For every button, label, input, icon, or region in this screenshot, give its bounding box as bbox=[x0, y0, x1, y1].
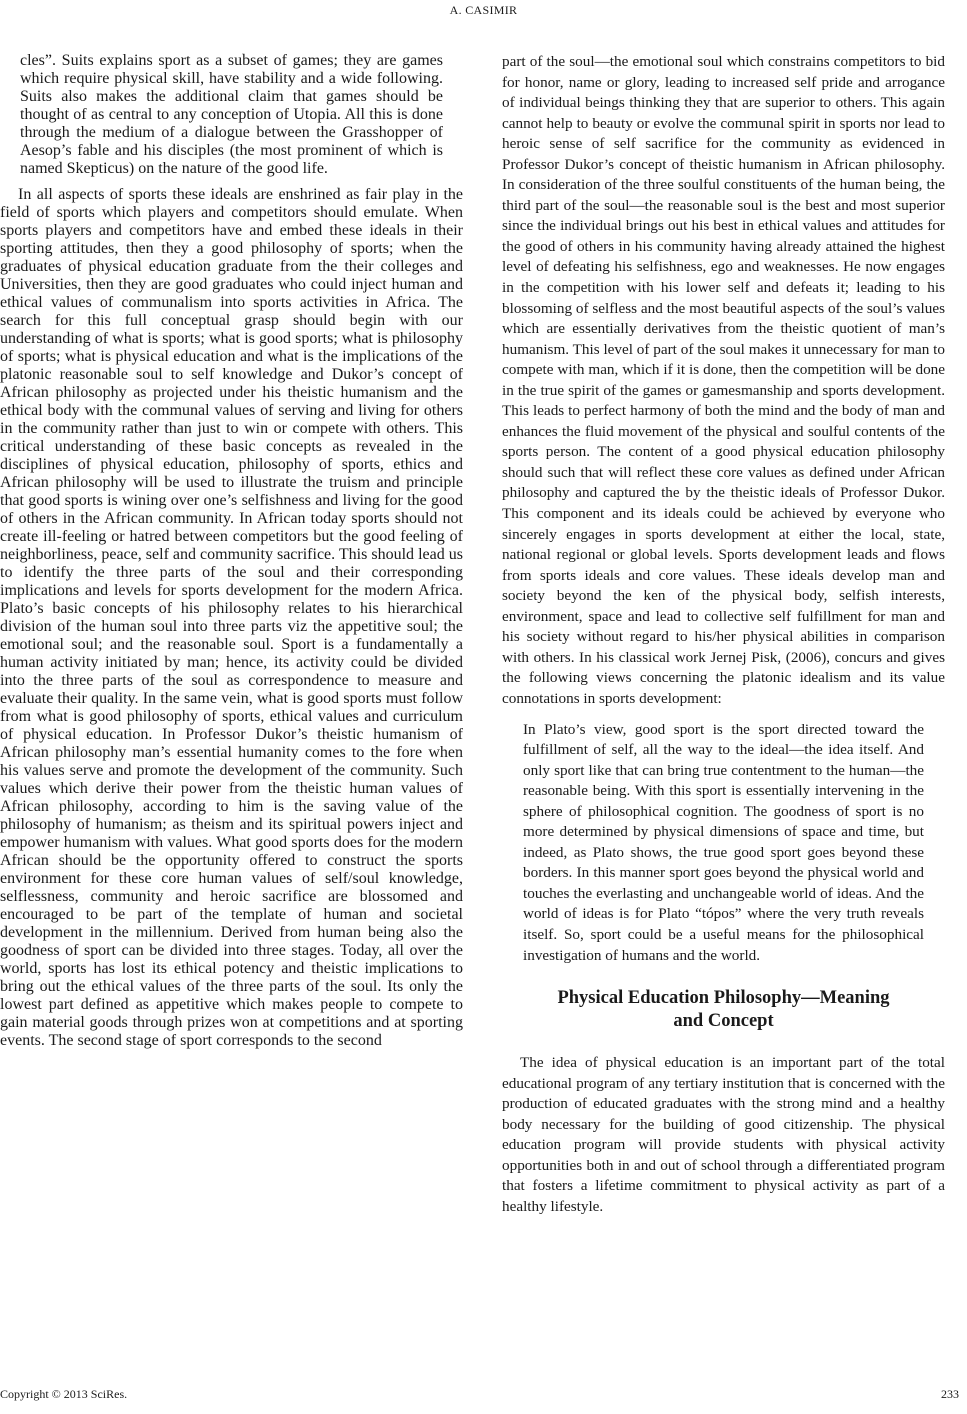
section-heading bbox=[502, 987, 945, 1033]
copyright-notice: Copyright © 2013 SciRes. bbox=[0, 1387, 128, 1401]
section-heading-line1: Physical Education Philosophy—Meaning bbox=[557, 988, 890, 1009]
section-paragraph: The idea of physical education is an important part of the total educational program of any tertiary institution that is concerned with the production of educated graduates with the strong mind and a healthy body necessary for the building of good citizenship. The physical education program will provide students with physical activity opportunities both in and out of school through a differentiated program that fosters a lifetime commitment to physical activity as part of a healthy lifestyle. bbox=[502, 1054, 945, 1215]
right-column bbox=[502, 52, 945, 1217]
page-number: 233 bbox=[941, 1387, 959, 1401]
section-heading-line2: and Concept bbox=[673, 1011, 774, 1032]
running-header: A. CASIMIR bbox=[449, 3, 518, 17]
body-paragraph-left: In all aspects of sports these ideals are enshrined as fair play in the field of sports which players and competitors should emulate. When sports players and competitors have and embed these ideals in their sporting attitudes, then they a good philosophy of sports; when the graduates of physical education graduate from the their colleges and Universities, then they are good graduates who could inject human and ethical values of communalism into sports activities in Africa. The search for this full conceptual grasp should begin with our understanding of what is sports; what is good sports; what is philosophy of sports; what is physical education and what is the implications of the platonic reasonable soul to self knowledge and Dukor’s concept of African philosophy as projected under his theistic humanism and the ethical body with the communal values of serving and living for others in the community rather than just to win or compete with others. This critical understanding of these basic concepts as revealed in the disciplines of physical education, philosophy of sports, ethics and African philosophy will be used to illustrate the truism and principle that good sports is wining over one’s selfishness and living for the good of others in the African community. In African today sports should not create ill-feeling or hatred between competitors but the good feeling of neighborliness, peace, self and community sacrifice. This should lead us to identify the three parts of the soul and their corresponding implications and levels for sports development for the modern Africa. Plato’s basic concepts of his philosophy relates to his hierarchical division of the human soul into three parts viz the appetitive soul; the emotional soul; and the reasonable soul. Sport is a fundamentally a human activity initiated by man; hence, its activity could be divided into the three parts of the soul as correspondence to measure and evaluate their quality. In the same vein, what is good sports must follow from what is good philosophy of sports, ethical values and curriculum of physical education. In Professor Dukor’s theistic humanism of African philosophy man’s essential humanity comes to the fore when his values serve and promote the development of the community. Such values which derive their power from the theistic human values of African philosophy, according to him is the saving value of the philosophy of humanism; as theism and its spiritual powers inject and empower humanism with values. What good sports does for the modern African should be the opportunity offered to construct the sports environment for these core human values of self/soul knowledge, selflessness, community and heroic sacrifice are blossomed and encouraged to be part of the template of human and societal development in the millennium. Derived from human being also the goodness of sport can be divided into three stages. Today, all over the world, sports has lost its ethical potency and theistic implications to bring out the ethical values of the three parts of the soul. Its only the lowest part defined as appetitive which makes people to compete to gain material goods through prizes won at competitions and at sporting events. The second stage of sport corresponds to the second bbox=[0, 186, 463, 1049]
block-quote-pisk: In Plato’s view, good sport is the sport directed toward the fulfillment of self, all the way to the ideal—the idea itself. And only sport like that can bring true contentment to the human—the reasonable being. With this sport is essentially intervening in the sphere of philosophical cognition. The goodness of sport is no more determined by physical dimensions of space and time, but indeed, as Plato shows, the true good sport goes beyond these borders. In this manner sport goes beyond the physical world and touches the everlasting and unchangeable world of ideas. And the world of ideas is for Plato “tópos” where the very truth reveals itself. So, sport could be a useful means for the philosophical investigation of humans and the world. bbox=[523, 720, 924, 964]
body-paragraph-right: part of the soul—the emotional soul which constrains competitors to bid for honor, name or glory, leading to increased self pride and arrogance of individual beings thinking they that are superior to others. This again cannot help to beauty or evolve the communal spirit in sports nor lead to heroic sense of self sacrifice for the community as evidenced in Professor Dukor’s concept of theistic humanism in African philosophy. In consideration of the three soulful constituents of the human being, the third part of the soul—the reasonable soul is the best and most superior since the individual brings out his best in ethical values and attitudes for the good of others in his community having already attained the highest level of defeating his selfishness, ego and weaknesses. He now engages in the competition with his lower self and defeats it; leading to his blossoming of selfless and the most beautiful aspects of the soul’s values which are essentially derivatives from the theistic quotient of man’s humanism. This level of part of the soul makes it unnecessary for man to compete with man, which if it is done, then the competition will be done in the true spirit of the games or gamesmanship and sports development. This leads to perfect harmony of both the mind and the body of man and enhances the fluid movement of the physical and soulful contents of the sports person. The content of a good physical education philosophy should such that will reflect these core values as defined under African philosophy and captured the by the theistic ideals of Professor Dukor. This component and its ideals could be achieved by everyone who sincerely engages in sports development at either the local, state, national regional or global levels. Sports development leads and flows from sports ideals and core values. These ideals develop man and society beyond the ken of the physical body, selfish interests, environment, space and lead to collective self fulfillment for man and his society without regard to his/her physical abilities in comparison with others. In his classical work Jernej Pisk, (2006), concurs and gives the following views concerning the platonic idealism and its value connotations in sports development: bbox=[502, 53, 945, 707]
block-quote-continuation: cles”. Suits explains sport as a subset of games; they are games which require physical skill, have stability and a wide following. Suits also makes the additional claim that games should be thought of as central to any conception of Utopia. All this is done through the medium of a dialogue between the Grasshopper of Aesop’s fable and his disciples (the most prominent of which is named Skepticus) on the nature of the good life. bbox=[20, 52, 443, 177]
left-column bbox=[0, 52, 463, 1050]
